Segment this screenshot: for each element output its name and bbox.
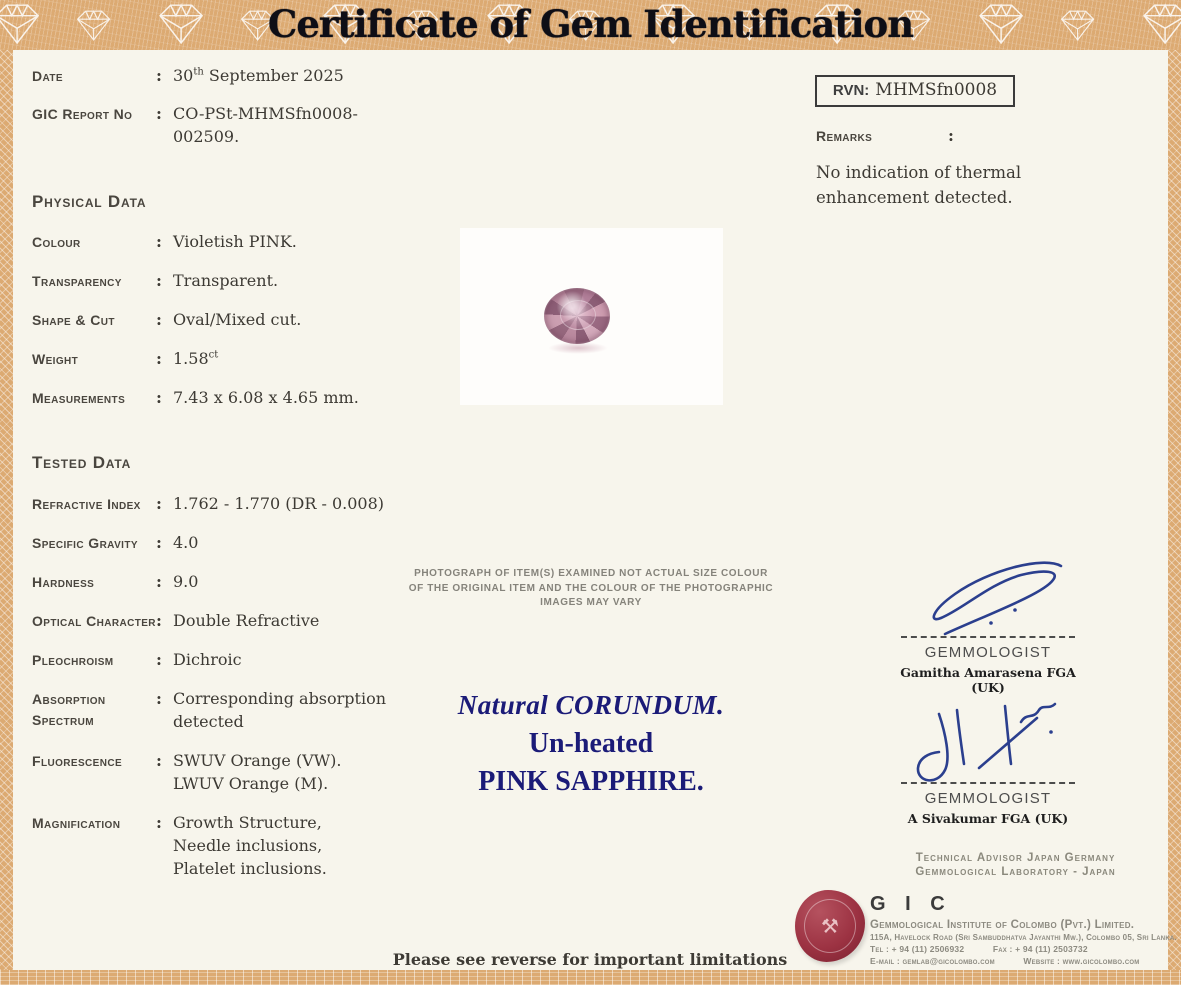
field-value: Oval/Mixed cut. bbox=[173, 310, 302, 329]
reverse-note: Please see reverse for important limitations bbox=[392, 950, 788, 969]
conclusion-species: Natural CORUNDUM. bbox=[457, 690, 725, 720]
identification-conclusion bbox=[400, 690, 782, 798]
advisor-line: Gemmological Laboratory - Japan bbox=[915, 866, 1116, 878]
certificate-title: Certificate of Gem Identification bbox=[267, 2, 914, 46]
colon: : bbox=[156, 494, 162, 513]
org-fax: Fax : + 94 (11) 2503732 bbox=[992, 944, 1088, 954]
decorative-border-top bbox=[0, 0, 1181, 50]
field-label: Hardness bbox=[32, 574, 95, 590]
signature-name: A Sivakumar FGA (UK) bbox=[907, 811, 1069, 826]
colon: : bbox=[156, 572, 162, 591]
field-value: Violetish PINK. bbox=[173, 232, 297, 251]
field-value: SWUV Orange (VW). LWUV Orange (M). bbox=[173, 751, 342, 793]
signature-1-icon bbox=[893, 556, 1083, 636]
data-row bbox=[32, 308, 452, 331]
data-row bbox=[32, 531, 462, 554]
physical-data-title: Physical Data bbox=[32, 192, 147, 211]
data-row bbox=[32, 102, 452, 148]
field-label: Optical Character bbox=[32, 613, 156, 629]
field-value: Corresponding absorption detected bbox=[173, 689, 387, 731]
tested-data-section bbox=[32, 492, 462, 896]
signature-title: GEMMOLOGIST bbox=[924, 790, 1052, 807]
data-row bbox=[32, 609, 462, 632]
field-value: 4.0 bbox=[173, 533, 199, 552]
field-label: Date bbox=[32, 68, 63, 84]
field-value: 30th September 2025 bbox=[173, 66, 344, 85]
org-tel: Tel : + 94 (11) 2506932 bbox=[870, 944, 965, 954]
field-label: Fluorescence bbox=[32, 753, 123, 769]
colon: : bbox=[156, 232, 162, 251]
advisor-line: Technical Advisor Japan Germany bbox=[915, 852, 1116, 864]
field-value: Transparent. bbox=[173, 271, 279, 290]
field-value: Growth Structure, Needle inclusions, Platelet inclusions. bbox=[173, 813, 327, 878]
gem-photo bbox=[460, 228, 723, 405]
photo-disclaimer-line: PHOTOGRAPH OF ITEM(S) EXAMINED NOT ACTUAL SIZE COLOUR bbox=[414, 568, 768, 579]
rvn-box bbox=[815, 75, 1015, 107]
photo-disclaimer-line: OF THE ORIGINAL ITEM AND THE COLOUR OF THE PHOTOGRAPHIC bbox=[408, 582, 774, 594]
rvn-label: RVN: bbox=[832, 82, 870, 99]
org-address: 115A, Havelock Road (Sri Sambuddhatva Jayanthi Mw.), Colombo 05, Sri Lanka. bbox=[870, 933, 1177, 942]
signature-line bbox=[901, 636, 1075, 638]
data-row bbox=[32, 811, 462, 880]
colon: : bbox=[156, 310, 162, 329]
signature-2-icon bbox=[893, 698, 1083, 782]
colon: : bbox=[156, 271, 162, 290]
decorative-border-bottom bbox=[0, 970, 1181, 985]
signature-line bbox=[901, 782, 1075, 784]
colon: : bbox=[156, 689, 162, 708]
org-short-name: G I C bbox=[870, 893, 952, 915]
field-value: $1.58^{ct}$ bbox=[173, 349, 219, 368]
field-label: Weight bbox=[32, 351, 79, 367]
org-email: E-mail : gemlab@gicolombo.com bbox=[870, 956, 995, 966]
gem-image bbox=[544, 288, 610, 344]
field-label: Colour bbox=[32, 234, 81, 250]
field-label: Magnification bbox=[32, 815, 121, 831]
colon: : bbox=[948, 126, 954, 145]
colon: : bbox=[156, 813, 162, 832]
field-value: 9.0 bbox=[173, 572, 199, 591]
data-row bbox=[32, 492, 462, 515]
photo-disclaimer-line: IMAGES MAY VARY bbox=[540, 597, 642, 608]
physical-data-section bbox=[32, 230, 452, 425]
field-value: Dichroic bbox=[173, 650, 242, 669]
colon: : bbox=[156, 611, 162, 630]
signature-block-2 bbox=[893, 698, 1083, 826]
field-label: Specific Gravity bbox=[32, 535, 138, 551]
photo-disclaimer bbox=[393, 567, 789, 611]
organisation-block bbox=[870, 893, 1181, 966]
decorative-border-right bbox=[1168, 50, 1181, 970]
field-label: Transparency bbox=[32, 273, 122, 289]
colon: : bbox=[156, 388, 162, 407]
data-row bbox=[32, 749, 462, 795]
colon: : bbox=[156, 349, 162, 368]
data-row bbox=[32, 386, 452, 409]
gem-shadow bbox=[548, 342, 608, 354]
field-label: Shape & Cut bbox=[32, 312, 115, 328]
data-row bbox=[32, 269, 452, 292]
seal-emblem-icon: ⚒ bbox=[821, 914, 839, 938]
field-label: Measurements bbox=[32, 390, 126, 406]
field-value: 7.43 x 6.08 x 4.65 mm. bbox=[173, 388, 359, 407]
field-label: Refractive Index bbox=[32, 496, 141, 512]
field-label: Pleochroism bbox=[32, 652, 114, 668]
field-value: CO-PSt-MHMSfn0008-002509. bbox=[173, 104, 358, 146]
signature-block-1 bbox=[893, 556, 1083, 695]
field-value: 1.762 - 1.770 (DR - 0.008) bbox=[173, 494, 385, 513]
data-row bbox=[32, 230, 452, 253]
remarks-text: No indication of thermal enhancement detected. bbox=[816, 163, 1022, 207]
rvn-value: MHMSfn0008 bbox=[875, 80, 998, 100]
field-value: Double Refractive bbox=[173, 611, 320, 630]
meta-section bbox=[32, 64, 452, 163]
colon: : bbox=[156, 66, 162, 85]
remarks-label: Remarks bbox=[816, 128, 873, 144]
org-website: Website : www.gicolombo.com bbox=[1023, 956, 1140, 966]
signature-name: Gamitha Amarasena FGA (UK) bbox=[900, 665, 1076, 695]
field-label: GIC Report No bbox=[32, 106, 133, 122]
field-label: Absorption Spectrum bbox=[32, 691, 106, 728]
data-row bbox=[32, 687, 462, 733]
data-row bbox=[32, 648, 462, 671]
colon: : bbox=[156, 650, 162, 669]
org-full-name: Gemmological Institute of Colombo (Pvt.) Limited. bbox=[870, 919, 1135, 931]
conclusion-treatment: Un-heated bbox=[528, 728, 654, 759]
decorative-border-left bbox=[0, 50, 13, 970]
data-row bbox=[32, 64, 452, 87]
colon: : bbox=[156, 533, 162, 552]
conclusion-variety: PINK SAPPHIRE. bbox=[478, 766, 704, 797]
technical-advisor-note bbox=[893, 851, 1138, 879]
org-web-line bbox=[870, 956, 1181, 966]
org-phone-line bbox=[870, 944, 1181, 954]
signature-title: GEMMOLOGIST bbox=[924, 644, 1052, 661]
data-row bbox=[32, 347, 452, 370]
tested-data-title: Tested Data bbox=[32, 453, 132, 472]
colon: : bbox=[156, 751, 162, 770]
remarks-row bbox=[816, 124, 1116, 147]
colon: : bbox=[156, 104, 162, 123]
